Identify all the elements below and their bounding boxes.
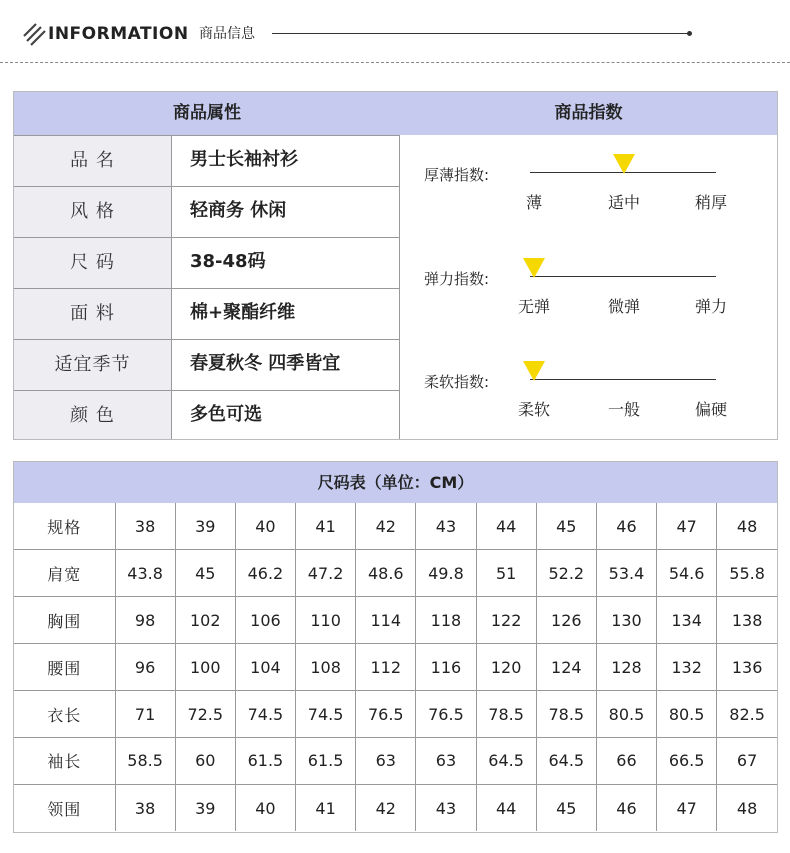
size-cell: 53.4 (596, 550, 656, 597)
size-cell: 48 (717, 503, 777, 550)
size-cell: 64.5 (536, 737, 596, 784)
attribute-row (14, 339, 399, 390)
size-cell: 78.5 (536, 691, 596, 738)
attribute-key: 风 格 (14, 187, 172, 237)
attribute-row (14, 237, 399, 288)
index-option: 薄 (525, 193, 542, 212)
attribute-table (13, 91, 778, 440)
size-cell: 43 (416, 784, 476, 831)
size-cell: 132 (657, 644, 717, 691)
thickness-index (400, 152, 777, 252)
index-option: 稍厚 (694, 193, 727, 212)
size-cell: 47.2 (296, 550, 356, 597)
index-label: 厚薄指数: (424, 166, 490, 184)
attribute-key: 颜 色 (14, 391, 172, 439)
size-cell: 45 (536, 503, 596, 550)
index-scale-line (530, 276, 716, 277)
size-cell: 39 (175, 784, 235, 831)
attribute-key: 面 料 (14, 289, 172, 339)
size-cell: 38 (115, 784, 175, 831)
size-cell: 51 (476, 550, 536, 597)
size-cell: 48.6 (356, 550, 416, 597)
attribute-row (14, 390, 399, 439)
index-option: 偏硬 (694, 400, 727, 419)
size-cell: 104 (235, 644, 295, 691)
size-cell: 46.2 (235, 550, 295, 597)
size-cell: 45 (536, 784, 596, 831)
size-cell: 130 (596, 597, 656, 644)
size-cell: 134 (657, 597, 717, 644)
size-cell: 106 (235, 597, 295, 644)
size-cell: 46 (596, 784, 656, 831)
index-option: 弹力 (694, 297, 727, 316)
size-cell: 98 (115, 597, 175, 644)
size-cell: 136 (717, 644, 777, 691)
size-cell: 74.5 (235, 691, 295, 738)
header-rule (272, 33, 690, 34)
index-marker-icon (613, 154, 635, 174)
attribute-value: 多色可选 (190, 404, 262, 425)
size-cell: 61.5 (235, 737, 295, 784)
attribute-value: 棉+聚酯纤维 (190, 302, 296, 323)
size-cell: 110 (296, 597, 356, 644)
size-row (14, 644, 777, 691)
size-cell: 67 (717, 737, 777, 784)
size-cell: 124 (536, 644, 596, 691)
size-cell: 116 (416, 644, 476, 691)
size-cell: 44 (476, 784, 536, 831)
attribute-title: 商品属性 (173, 103, 241, 123)
size-row (14, 737, 777, 784)
size-cell: 47 (657, 503, 717, 550)
index-title: 商品指数 (554, 103, 623, 123)
size-cell: 58.5 (115, 737, 175, 784)
size-table (14, 503, 777, 831)
size-cell: 55.8 (717, 550, 777, 597)
attribute-key: 尺 码 (14, 238, 172, 288)
size-cell: 76.5 (416, 691, 476, 738)
size-cell: 38 (115, 503, 175, 550)
size-cell: 112 (356, 644, 416, 691)
size-cell: 40 (235, 503, 295, 550)
softness-index (400, 359, 777, 459)
attribute-row (14, 186, 399, 237)
size-cell: 43.8 (115, 550, 175, 597)
size-cell: 71 (115, 691, 175, 738)
diagonal-stripes-logo-icon (22, 20, 46, 46)
index-label: 弹力指数: (424, 270, 490, 288)
size-row (14, 784, 777, 831)
page-header (0, 0, 790, 64)
size-cell: 63 (356, 737, 416, 784)
size-cell: 44 (476, 503, 536, 550)
size-cell: 118 (416, 597, 476, 644)
size-cell: 45 (175, 550, 235, 597)
size-row-label: 袖长 (14, 737, 115, 784)
attribute-value: 男士长袖衬衫 (190, 149, 298, 170)
size-row-label: 领围 (14, 784, 115, 831)
size-cell: 42 (356, 784, 416, 831)
size-cell: 100 (175, 644, 235, 691)
size-row-label: 胸围 (14, 597, 115, 644)
header-title-en: INFORMATION (48, 24, 189, 44)
size-cell: 47 (657, 784, 717, 831)
size-cell: 64.5 (476, 737, 536, 784)
size-cell: 128 (596, 644, 656, 691)
size-cell: 61.5 (296, 737, 356, 784)
size-cell: 41 (296, 784, 356, 831)
size-row-label: 衣长 (14, 691, 115, 738)
header-title-cn: 商品信息 (199, 26, 255, 42)
size-cell: 102 (175, 597, 235, 644)
size-row-label: 腰围 (14, 644, 115, 691)
size-cell: 41 (296, 503, 356, 550)
dotted-divider (0, 62, 790, 63)
attribute-row (14, 135, 399, 186)
size-cell: 126 (536, 597, 596, 644)
attribute-value: 轻商务 休闲 (190, 200, 287, 221)
attribute-key: 适宜季节 (14, 340, 172, 390)
size-cell: 76.5 (356, 691, 416, 738)
size-chart (13, 461, 778, 833)
attribute-value: 春夏秋冬 四季皆宜 (190, 353, 341, 374)
size-cell: 46 (596, 503, 656, 550)
attribute-key: 品 名 (14, 136, 172, 186)
size-cell: 72.5 (175, 691, 235, 738)
index-option: 微弹 (607, 297, 640, 316)
index-option: 无弹 (517, 297, 550, 316)
size-cell: 82.5 (717, 691, 777, 738)
elasticity-index (400, 256, 777, 356)
size-cell: 66.5 (657, 737, 717, 784)
index-option: 一般 (607, 400, 640, 419)
size-row (14, 691, 777, 738)
size-row (14, 597, 777, 644)
size-cell: 80.5 (657, 691, 717, 738)
size-cell: 40 (235, 784, 295, 831)
index-scale-line (530, 379, 716, 380)
index-option: 柔软 (517, 400, 550, 419)
index-marker-icon (523, 361, 545, 381)
size-cell: 74.5 (296, 691, 356, 738)
index-option: 适中 (607, 193, 640, 212)
size-cell: 122 (476, 597, 536, 644)
size-cell: 39 (175, 503, 235, 550)
index-label: 柔软指数: (424, 373, 490, 391)
size-row (14, 550, 777, 597)
header-rule-dot (687, 31, 692, 36)
size-cell: 42 (356, 503, 416, 550)
size-cell: 114 (356, 597, 416, 644)
size-cell: 43 (416, 503, 476, 550)
size-chart-title: 尺码表（单位：CM） (14, 462, 777, 503)
size-cell: 108 (296, 644, 356, 691)
size-cell: 80.5 (596, 691, 656, 738)
size-cell: 66 (596, 737, 656, 784)
size-cell: 120 (476, 644, 536, 691)
size-cell: 48 (717, 784, 777, 831)
size-cell: 138 (717, 597, 777, 644)
size-cell: 78.5 (476, 691, 536, 738)
size-cell: 52.2 (536, 550, 596, 597)
size-cell: 60 (175, 737, 235, 784)
size-cell: 63 (416, 737, 476, 784)
size-row-label: 肩宽 (14, 550, 115, 597)
attribute-value: 38-48码 (190, 251, 266, 272)
size-cell: 49.8 (416, 550, 476, 597)
size-cell: 54.6 (657, 550, 717, 597)
index-marker-icon (523, 258, 545, 278)
size-cell: 96 (115, 644, 175, 691)
size-row (14, 503, 777, 550)
size-row-label: 规格 (14, 503, 115, 550)
attribute-row (14, 288, 399, 339)
